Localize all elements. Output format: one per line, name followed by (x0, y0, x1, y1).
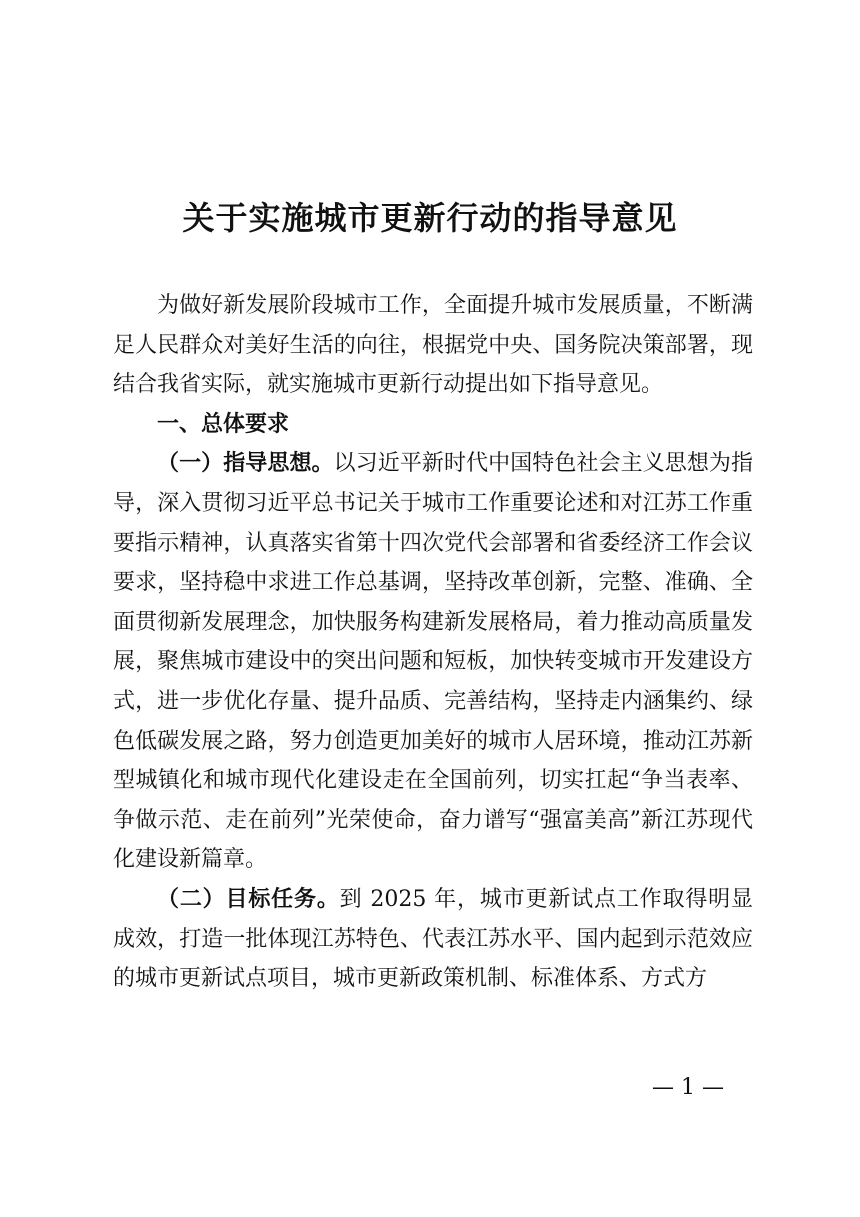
guiding-thought-text: 以习近平新时代中国特色社会主义思想为指导，深入贯彻习近平总书记关于城市工作重要论述和对江苏工作重要指示精神，认真落实省第十四次党代会部署和省委经济工作会议要求，坚持稳中求进工作总基调，坚持改革创新，完整、准确、全面贯彻新发展理念，加快服务构建新发展格局，着力推动高质量发展，聚焦城市建设中的突出问题和短板，加快转变城市开发建设方式，进一步优化存量、提升品质、完善结构，坚持走内涵集约、绿色低碳发展之路，努力创造更加美好的城市人居环境，推动江苏新型城镇化和城市现代化建设走在全国前列，切实扛起“争当表率、争做示范、走在前列”光荣使命，奋力谱写“强富美高”新江苏现代化建设新篇章。 (113, 451, 753, 873)
guiding-thought-lead: （一）指导思想。 (157, 451, 334, 477)
section-heading: 一、总体要求 (157, 411, 290, 437)
page-number: — 1 — (652, 1075, 724, 1100)
document-body (113, 286, 753, 999)
document-title: 关于实施城市更新行动的指导意见 (182, 199, 678, 237)
targets-text: 到 2025 年，城市更新试点工作取得明显成效，打造一批体现江苏特色、代表江苏水平、国内起到示范效应的城市更新试点项目，城市更新政策机制、标准体系、方式方 (113, 886, 753, 992)
intro-paragraph: 为做好新发展阶段城市工作，全面提升城市发展质量，不断满足人民群众对美好生活的向往，根据党中央、国务院决策部署，现结合我省实际，就实施城市更新行动提出如下指导意见。 (113, 293, 753, 398)
targets-paragraph (113, 880, 753, 999)
guiding-thought-paragraph (113, 444, 753, 880)
targets-lead: （二）目标任务。 (157, 886, 340, 912)
